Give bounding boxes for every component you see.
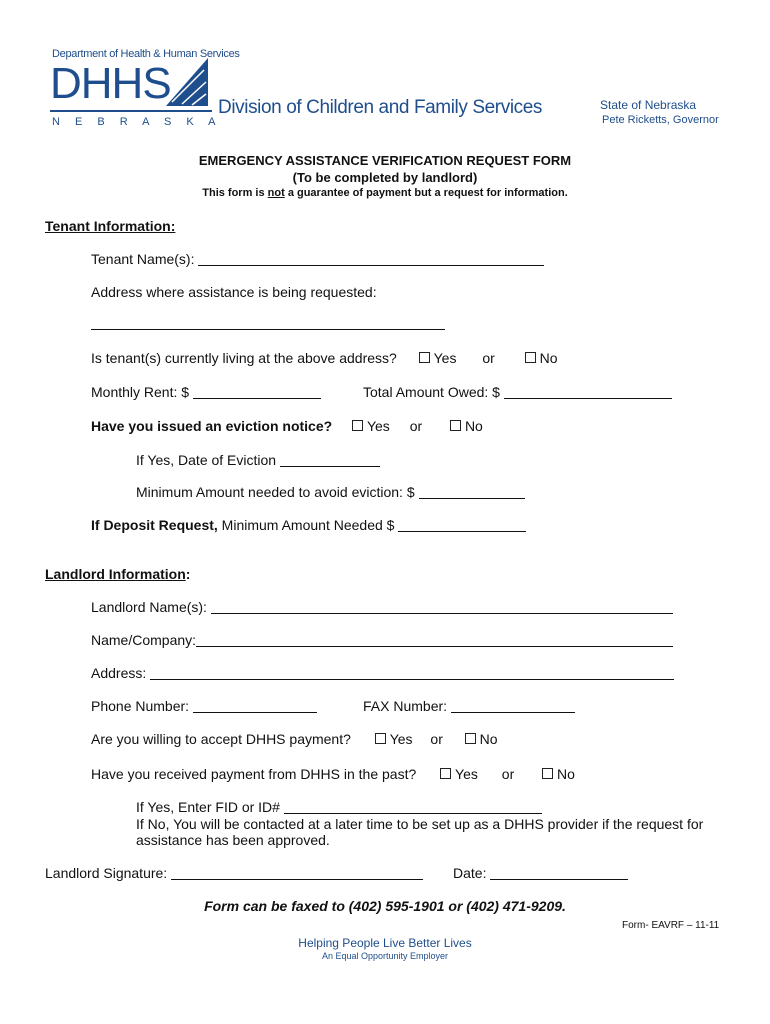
living-no-checkbox[interactable] — [525, 352, 536, 363]
landlord-address-field[interactable] — [150, 667, 674, 680]
landlord-address-row — [91, 665, 674, 681]
equal-opportunity: An Equal Opportunity Employer — [321, 951, 449, 961]
received-yes-label: Yes — [455, 766, 478, 782]
fax-label: FAX Number: — [363, 698, 448, 714]
division-title: Division of Children and Family Services — [218, 97, 543, 118]
tenant-heading: Tenant Information: — [45, 218, 176, 234]
eviction-date-field[interactable] — [280, 454, 380, 467]
slogan: Helping People Live Better Lives — [298, 936, 472, 950]
date-field[interactable] — [490, 867, 628, 880]
company-row — [91, 632, 673, 648]
tenant-living-row: Is tenant(s) currently living at the above address? Yes or No — [91, 350, 558, 366]
eviction-question: Have you issued an eviction notice? — [91, 418, 333, 434]
landlord-name-label: Landlord Name(s): — [91, 599, 207, 615]
received-payment-question: Have you received payment from DHHS in the past? — [91, 766, 417, 782]
governor-name: Pete Ricketts, Governor — [602, 114, 719, 126]
phone-field[interactable] — [193, 700, 317, 713]
tenant-name-row — [91, 251, 544, 267]
eviction-yes-label: Yes — [366, 418, 390, 434]
fid-row — [136, 799, 542, 815]
fid-field[interactable] — [284, 801, 542, 814]
min-avoid-label: Minimum Amount needed to avoid eviction: $ — [136, 484, 415, 500]
fax-field[interactable] — [451, 700, 575, 713]
form-subtitle: (To be completed by landlord) — [292, 170, 478, 185]
state-name: State of Nebraska — [600, 98, 697, 112]
provider-note-line2: assistance has been approved. — [136, 832, 330, 848]
landlord-heading: Landlord Information: — [45, 566, 191, 582]
min-avoid-row — [136, 484, 525, 500]
received-no-checkbox[interactable] — [542, 768, 553, 779]
tenant-living-question: Is tenant(s) currently living at the above address? — [91, 350, 397, 366]
address-requested-label: Address where assistance is being requested: — [91, 284, 377, 300]
eviction-no-label: No — [464, 418, 483, 434]
address-requested-field[interactable] — [91, 329, 445, 330]
nebraska-letters: N E B R A S K A — [52, 116, 222, 128]
living-yes-label: Yes — [433, 350, 457, 366]
eviction-no-checkbox[interactable] — [450, 420, 461, 431]
disclaimer-not: not — [267, 187, 285, 199]
fax-instructions: Form can be faxed to (402) 595-1901 or (402) 471-9209. — [204, 898, 566, 914]
phone-label: Phone Number: — [91, 698, 190, 714]
department-name: Department of Health & Human Services — [52, 48, 240, 60]
tenant-name-field[interactable] — [198, 253, 544, 266]
phone-row — [91, 698, 317, 714]
monthly-rent-label: Monthly Rent: $ — [91, 384, 190, 400]
date-row — [453, 865, 628, 881]
accept-payment-question: Are you willing to accept DHHS payment? — [91, 731, 351, 747]
eviction-yes-checkbox[interactable] — [352, 420, 363, 431]
accept-yes-label: Yes — [389, 731, 413, 747]
min-avoid-field[interactable] — [419, 486, 525, 499]
signature-field[interactable] — [171, 867, 423, 880]
landlord-name-row — [91, 599, 673, 615]
received-yes-checkbox[interactable] — [440, 768, 451, 779]
date-label: Date: — [453, 865, 487, 881]
form-id: Form- EAVRF – 11-11 — [622, 920, 720, 931]
deposit-label-bold: If Deposit Request, — [91, 517, 218, 533]
received-no-label: No — [557, 766, 575, 782]
living-yes-checkbox[interactable] — [419, 352, 430, 363]
living-no-label: No — [539, 350, 558, 366]
accept-payment-row: Are you willing to accept DHHS payment? Yes or No — [91, 731, 498, 747]
deposit-row — [91, 517, 526, 533]
signature-row — [45, 865, 423, 881]
landlord-address-label: Address: — [91, 665, 147, 681]
deposit-field[interactable] — [398, 519, 526, 532]
tenant-name-label: Tenant Name(s): — [91, 251, 195, 267]
logo-divider — [50, 110, 212, 112]
deposit-label: Minimum Amount Needed $ — [217, 517, 395, 533]
provider-note-line1: If No, You will be contacted at a later time to be set up as a DHHS provider if the request for — [136, 816, 704, 832]
company-label: Name/Company: — [91, 632, 197, 648]
form-title: EMERGENCY ASSISTANCE VERIFICATION REQUEST FORM — [198, 153, 572, 168]
accept-yes-checkbox[interactable] — [375, 733, 386, 744]
eviction-date-row — [136, 452, 380, 468]
dhhs-logo-text: DHHS — [50, 59, 171, 108]
monthly-rent-row — [91, 384, 321, 400]
signature-label: Landlord Signature: — [45, 865, 168, 881]
total-owed-label: Total Amount Owed: $ — [363, 384, 500, 400]
accept-no-checkbox[interactable] — [465, 733, 476, 744]
eviction-date-label: If Yes, Date of Eviction — [136, 452, 277, 468]
total-owed-field[interactable] — [504, 386, 672, 399]
monthly-rent-field[interactable] — [193, 386, 321, 399]
fax-row — [363, 698, 575, 714]
dhhs-logo-swoosh-icon — [160, 56, 210, 112]
company-field[interactable] — [196, 634, 673, 647]
total-owed-row — [363, 384, 672, 400]
eviction-row: Have you issued an eviction notice? Yes or No — [91, 418, 483, 434]
fid-label: If Yes, Enter FID or ID# — [136, 799, 280, 815]
landlord-name-field[interactable] — [211, 601, 673, 614]
form-disclaimer: This form is not a guarantee of payment but a request for information. — [202, 187, 568, 199]
received-payment-row: Have you received payment from DHHS in the past? Yes or No — [91, 766, 575, 782]
accept-no-label: No — [479, 731, 498, 747]
